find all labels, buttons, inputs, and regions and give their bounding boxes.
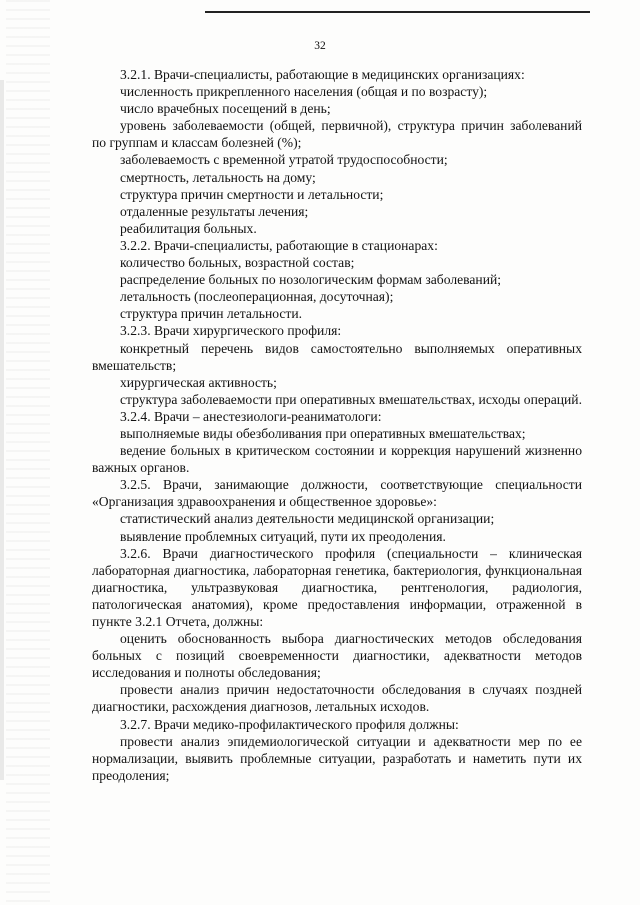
paragraph: 3.2.5. Врачи, занимающие должности, соответствующие специальности «Организация здравоохранения и общественное здоровье»: xyxy=(92,477,582,510)
paragraph: структура причин смертности и летальности; xyxy=(120,186,384,202)
paragraph: 3.2.3. Врачи хирургического профиля: xyxy=(120,323,342,339)
paragraph: ведение больных в критическом состоянии и коррекция нарушений жизненно важных органов. xyxy=(92,443,582,476)
paragraph: уровень заболеваемости (общей, первичной), структура причин заболеваний по группам и классам болезней (%); xyxy=(92,118,582,151)
paragraph: провести анализ причин недостаточности обследования в случаях поздней диагностики, расхождения диагнозов, летальных исходов. xyxy=(92,682,582,715)
paragraph: выполняемые виды обезболивания при оперативных вмешательствах; xyxy=(120,425,526,441)
paragraph: статистический анализ деятельности медицинской организации; xyxy=(120,511,495,527)
paragraph: выявление проблемных ситуаций, пути их преодоления. xyxy=(120,528,446,544)
paragraph: реабилитация больных. xyxy=(120,220,257,236)
paragraph: число врачебных посещений в день; xyxy=(120,101,331,117)
paragraph: хирургическая активность; xyxy=(120,374,277,390)
paragraph: распределение больных по нозологическим формам заболеваний; xyxy=(120,272,502,288)
paragraph: летальность (послеоперационная, досуточная); xyxy=(120,289,394,305)
scan-artifact xyxy=(6,0,50,905)
paragraph: 3.2.4. Врачи – анестезиологи-реаниматологи: xyxy=(120,408,382,424)
scan-artifact-edge xyxy=(0,80,4,780)
paragraph: заболеваемость с временной утратой трудоспособности; xyxy=(120,152,448,168)
paragraph: количество больных, возрастной состав; xyxy=(120,255,355,271)
paragraph: провести анализ эпидемиологической ситуации и адекватности мер по ее нормализации, выявить проблемные ситуации, разработать и наметить пути их преодоления; xyxy=(92,733,582,783)
paragraph: 3.2.1. Врачи-специалисты, работающие в медицинских организациях: xyxy=(120,67,525,82)
paragraph: оценить обоснованность выбора диагностических методов обследования больных с позиций своевременности диагностики, адекватности методов исследования и полноты обследования; xyxy=(92,631,582,681)
paragraph: конкретный перечень видов самостоятельно выполняемых оперативных вмешательств; xyxy=(92,340,582,373)
page-number: 32 xyxy=(314,40,326,52)
paragraph: 3.2.6. Врачи диагностического профиля (специальности – клиническая лабораторная диагностика, лабораторная генетика, бактериология, функциональная диагностика, ультразвуковая диагностика, рентгенология, радиология, патологическая анатомия), кроме предоставления информации, отраженной в пункте 3.2.1 Отчета, должны: xyxy=(92,545,582,629)
paragraph: структура причин летальности. xyxy=(120,306,303,322)
document-body xyxy=(92,66,582,784)
paragraph: 3.2.2. Врачи-специалисты, работающие в стационарах: xyxy=(120,237,438,253)
paragraph: численность прикрепленного населения (общая и по возрасту); xyxy=(120,84,488,100)
top-rule xyxy=(205,11,590,13)
paragraph: 3.2.7. Врачи медико-профилактического профиля должны: xyxy=(120,716,459,732)
paragraph: структура заболеваемости при оперативных вмешательствах, исходы операций. xyxy=(120,391,582,407)
paragraph: смертность, летальность на дому; xyxy=(120,169,316,185)
paragraph: отдаленные результаты лечения; xyxy=(120,203,309,219)
